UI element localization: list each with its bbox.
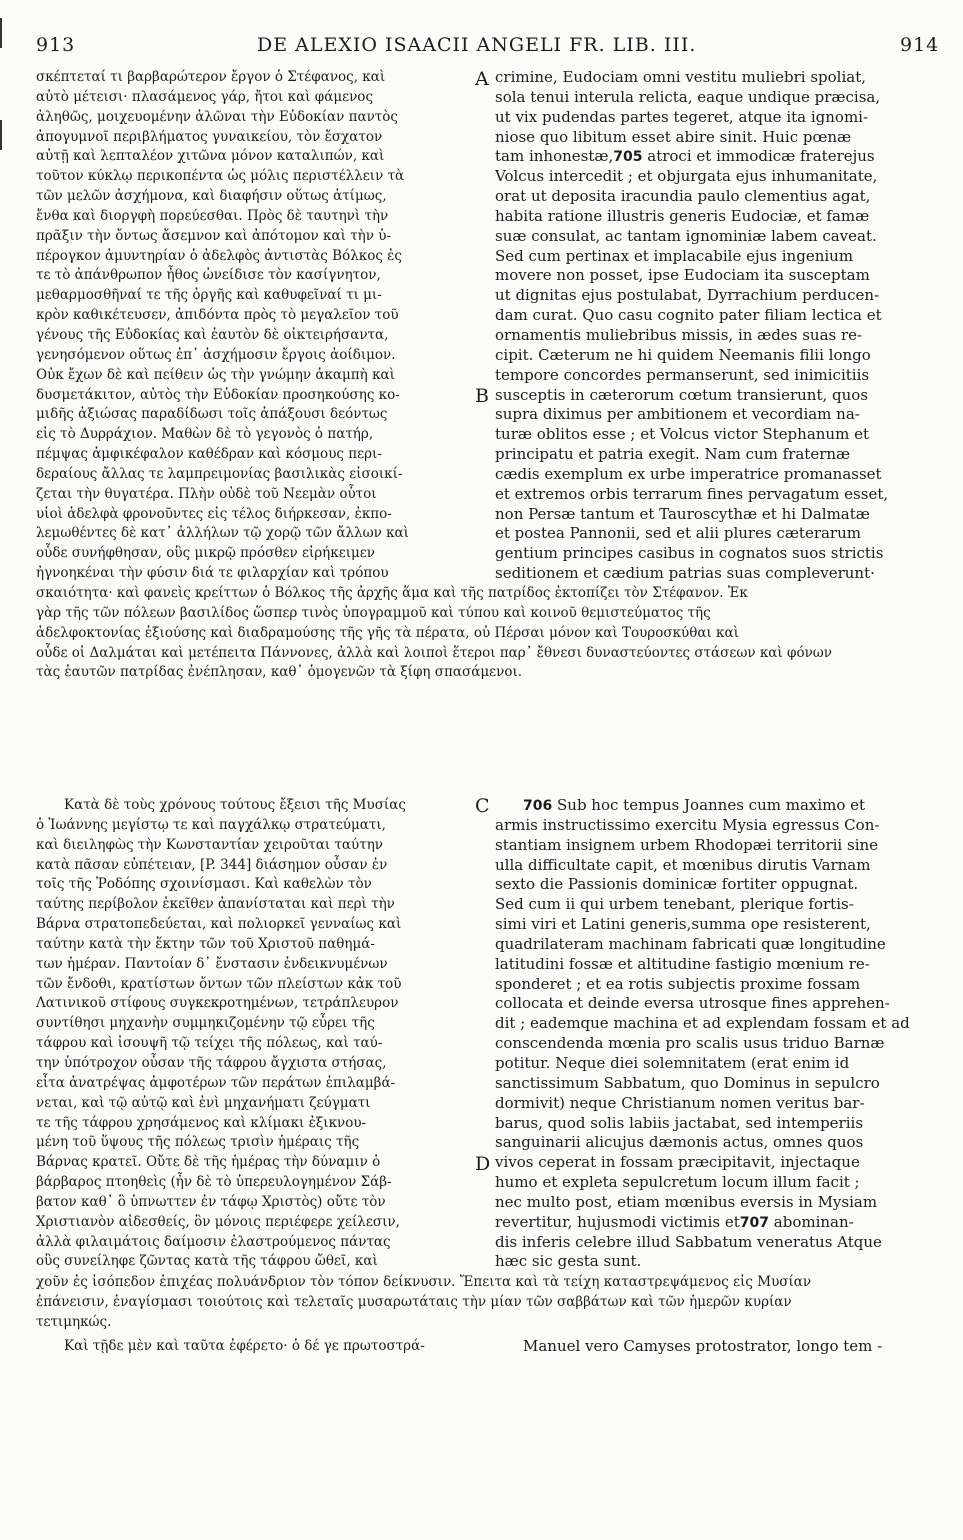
greek-line: τετιμηκώς. [36, 1313, 112, 1330]
latin-last-line [495, 1337, 935, 1357]
latin-line: stantiam insignem urbem Rhodopæi territorii sine [495, 835, 879, 854]
greek-line: τε τῆς τάφρου χρησάμενος καὶ κλίμακι ἐξικνου- [36, 1114, 367, 1131]
latin-line: niose quo libitum esset abire sinit. Huic pœnæ [495, 127, 852, 146]
latin-line: sanctissimum Sabbatum, quo Dominus in sepulcro [495, 1073, 880, 1092]
latin-text: atroci et immodicæ fraterejus [642, 147, 875, 166]
latin-line: non Persæ tantum et Tauroscythæ et hi Dalmatæ [495, 504, 870, 523]
greek-line: την ὑπότροχον οὖσαν τῆς τάφρου ἄγχιστα στήσας, [36, 1054, 387, 1071]
greek-line: τοῦτον κύκλῳ περικοπέντα ὡς μόλις περιστέλλειν τὰ [36, 168, 405, 185]
latin-line: vivos ceperat in fossam præcipitavit, injectaque [495, 1153, 860, 1172]
latin-line: dormivit) neque Christianum nomen veritus bar- [495, 1093, 865, 1112]
latin-line: movere non posset, ipse Eudociam ita susceptam [495, 266, 870, 285]
latin-line: et postea Pannonii, sed et alii plures cæterarum [495, 524, 861, 543]
latin-line: Volcus intercedit ; et objurgata ejus inhumanitate, [495, 167, 878, 186]
greek-line: βατον καθ᾽ ὃ ὑπνωττεν ἐν τάφῳ Χριστὸς) οὔτε τὸν [36, 1193, 386, 1210]
latin-line: principatu et patria exegit. Nam cum fraternæ [495, 445, 851, 464]
greek-column-2 [36, 796, 476, 1272]
greek-line: ἀλλὰ φιλαιμάτοις δαίμοσιν ἐλαστρούμενος πάντας [36, 1233, 391, 1250]
greek-line: Οὐκ ἔχων δὲ καὶ πείθειν ὡς τὴν γνώμην ἀκαμπὴ καὶ [36, 366, 395, 383]
greek-line: μένη τοῦ ὕψους τῆς πόλεως τρισὶν ἡμέραις τῆς [36, 1134, 360, 1151]
greek-line: χοῦν ἐς ἰσόπεδον ἐπιχέας πολυάνδριον τὸν τόπον δείκνυσιν. Ἔπειτα καὶ τὰ τείχη καταστρεψάμενος εἰς Μυσίαν [36, 1274, 812, 1290]
latin-line: collocata et deinde eversa utrosque fines apprehen- [495, 994, 890, 1013]
latin-line: ut dignitas ejus postulabat, Dyrrachium perducen- [495, 286, 880, 305]
latin-text: revertitur, hujusmodi victimis et [495, 1212, 740, 1231]
latin-line: barus, quod solis labiis jactabat, sed intemperiis [495, 1113, 864, 1132]
greek-line: Βάρνας κρατεῖ. Οὔτε δὲ τῆς ἡμέρας τὴν δύναμιν ὁ [36, 1154, 381, 1171]
latin-line: sexto die Passionis dominicæ fortiter oppugnat. [495, 875, 859, 894]
greek-line: των ἡμέραν. Παντοίαν δ᾽ ἔνστασιν ἐνδεικνυμένων [36, 955, 388, 972]
page-number-right: 914 [900, 34, 940, 56]
latin-line: ornamentis muliebribus missis, in ædes suas re- [495, 325, 863, 344]
latin-line: armis instructissimo exercitu Mysia egressus Con- [495, 815, 880, 834]
latin-line [495, 796, 935, 816]
latin-line: cædis exemplum ex urbe imperatrice promanasset [495, 464, 882, 483]
latin-line: simi viri et Latini generis,summa ope resisterent, [495, 915, 871, 934]
greek-line: δεραίους ἄλλας τε λαμπρειμονίας βασιλικὰς εἰσοικί- [36, 465, 403, 482]
latin-line: sola tenui interula relicta, eaque undique præcisa, [495, 87, 881, 106]
greek-line: πέμψας ἀμφικέφαλον καθέδραν καὶ κόσμους περι- [36, 446, 382, 463]
greek-line: τε τὸ ἀπάνθρωπον ἦθος ὠνείδισε τὸν κασίγνητον, [36, 267, 381, 284]
greek-line: τάφρου καὶ ἰσουψῆ τῷ τείχει τῆς πόλεως, καὶ ταύ- [36, 1035, 383, 1052]
greek-line: ἀληθῶς, μοιχευομένην ἁλῶναι τὴν Εὐδοκίαν παντὸς [36, 108, 398, 125]
latin-line: hæc sic gesta sunt. [495, 1252, 642, 1271]
latin-line: sanguinarii alicujus dæmonis actus, omnes quos [495, 1133, 864, 1152]
page-number-left: 913 [36, 34, 76, 56]
latin-line [495, 1213, 935, 1233]
greek-line: τὰς ἑαυτῶν πατρίδας ἐνέπλησαν, καθ᾽ ὁμογενῶν τὰ ξίφη σπασάμενοι. [36, 664, 523, 681]
greek-line: δυσμετάκιτον, αὐτὸς τὴν Εὐδοκίαν προσηκούσης κο- [36, 386, 400, 403]
greek-line: οὗδε οἱ Δαλμάται καὶ μετέπειτα Πάννονες, ἀλλὰ καὶ λοιποὶ ἕτεροι παρ᾽ ἔθνεσι δυναστεύοντες στάσεων καὶ φόνων [36, 644, 832, 661]
greek-line: τῶν μελῶν ἀσχήμονα, καὶ διαφήσιν οὕτως ἀτίμως, [36, 188, 387, 205]
greek-line: ταύτην κατὰ τὴν ἕκτην τῶν τοῦ Χριστοῦ παθημά- [36, 935, 375, 952]
latin-column-1 [495, 68, 935, 584]
greek-line: Λατινικοῦ στίφους συγκεκροτημένων, τετράπλευρον [36, 995, 399, 1012]
greek-line: πέρογκον ἀμυντηρίαν ὁ ἀδελφὸς ἀντιστὰς Βόλκος ἐς [36, 247, 402, 264]
greek-column-1 [36, 68, 476, 584]
latin-line: latitudini fossæ et altitudine fastigio mœnium re- [495, 954, 870, 973]
latin-line: dit ; eademque machina et ad explendam fossam et ad [495, 1014, 910, 1033]
greek-line: ζεται τὴν θυγατέρα. Πλὴν οὐδὲ τοῦ Νεεμὰν οὗτοι [36, 485, 377, 502]
latin-line: ut vix pudendas partes tegeret, atque ita ignomi- [495, 107, 869, 126]
greek-line: Κατὰ δὲ τοὺς χρόνους τούτους ἔξεισι τῆς Μυσίας [64, 797, 406, 813]
latin-line: suæ consulat, ac tantam ignominiæ labem caveat. [495, 226, 877, 245]
latin-line: susceptis in cæterorum cœtum transierunt, quos [495, 385, 869, 404]
greek-line: γὰρ τῆς τῶν πόλεων βασιλίδος ὥσπερ τινὸς ὑπογραμμοῦ καὶ τύπου καὶ κοινοῦ θεμιστεύματος τῆς [36, 604, 711, 621]
greek-line: βάρβαρος πτοηθεὶς (ἦν δὲ τὸ ὑπερευλογημένον Σάβ- [36, 1174, 392, 1191]
greek-line: εἰς τὸ Δυρράχιον. Μαθὼν δὲ τὸ γεγονὸς ὁ πατήρ, [36, 426, 374, 443]
greek-line: συντίθησι μηχανὴν συμμηκιζομένην τῷ εὖρει τῆς [36, 1015, 375, 1032]
section-marker-c: C [475, 795, 490, 817]
greek-line: ἠγνοηκέναι τὴν φύσιν διά τε φιλαρχίαν καὶ τρόπου [36, 565, 389, 582]
latin-line: supra diximus per ambitionem et vecordiam na- [495, 405, 860, 424]
latin-line: cipit. Cæterum ne hi quidem Neemanis filii longo [495, 345, 871, 364]
latin-text: abominan- [769, 1212, 854, 1231]
greek-fullwidth-1 [36, 584, 936, 683]
greek-line: νεται, καὶ τῷ αὐτῷ καὶ ἑνὶ μηχανήματι ζεύγματι [36, 1094, 371, 1111]
greek-line: γένους τῆς Εὐδοκίας καὶ ἑαυτὸν δὲ οἰκτειρήσαντα, [36, 326, 389, 343]
greek-line: μεθαρμοσθῆναί τε τῆς ὀργῆς καὶ καθυφεῖναί τι μι- [36, 287, 382, 304]
greek-line: αὐτῇ καὶ λεπταλέον χιτῶνα μόνον καταλιπών, καὶ [36, 148, 385, 165]
latin-line: gentium principes casibus in cognatos suos strictis [495, 544, 884, 563]
greek-line: τῶν ἔνδοθι, κρατίστων ὄντων τῶν πλείστων κἀκ τοῦ [36, 975, 402, 992]
latin-line: et extremos orbis terrarum fines pervagatum esset, [495, 484, 889, 503]
greek-line: σκαιότητα· καὶ φανεὶς κρείττων ὁ Βόλκος τῆς ἀρχῆς ἅμα καὶ τῆς πατρίδος ἐκτοπίζει τὸν Στέφανον. Ἐκ [36, 585, 748, 601]
greek-line: πρᾶξιν τὴν ὄντως ἄσεμνον καὶ ἀπότομον καὶ τὴν ὑ- [36, 227, 392, 244]
latin-text: tam inhonestæ, [495, 147, 614, 166]
running-title: DE ALEXIO ISAACII ANGELI FR. LIB. III. [257, 34, 697, 56]
greek-line: Καὶ τῇδε μὲν καὶ ταῦτα ἐφέρετο· ὁ δέ γε πρωτοστρά- [64, 1338, 425, 1354]
latin-line: nec multo post, etiam mœnibus eversis in Mysiam [495, 1192, 878, 1211]
latin-line: quadrilateram machinam fabricati quæ longitudine [495, 934, 886, 953]
greek-line: υἱοὶ ἀδελφὰ φρονοῦντες εἰς τέλος διήρκεσαν, ἐκπο- [36, 505, 392, 522]
latin-line: turæ oblitos esse ; et Volcus victor Stephanum et [495, 425, 869, 444]
latin-line: Manuel vero Camyses protostrator, longo tem - [523, 1337, 883, 1355]
greek-line: τοῖς τῆς Ῥοδόπης σχοινίσμασι. Καὶ καθελὼν τὸν [36, 876, 372, 893]
scan-edge-mark [0, 120, 2, 150]
greek-line: οὓς συνείληφε ζῶντας κατὰ τῆς τάφρου ὤθεῖ, καὶ [36, 1253, 378, 1270]
greek-line: λεμωθέντες δὲ κατ᾽ ἀλλήλων τῷ χορῷ τῶν ἄλλων καὶ [36, 525, 409, 542]
greek-line: αὐτὸ μέτεισι· πλασάμενος γάρ, ἤτοι καὶ φάμενος [36, 88, 373, 105]
latin-column-2 [495, 796, 935, 1272]
section-marker-d: D [475, 1153, 491, 1175]
greek-line: εἶτα ἀνατρέψας ἀμφοτέρων τῶν περάτων ἐπιλαμβά- [36, 1074, 396, 1091]
latin-line: humo et expleta sepulcretum locum illum facit ; [495, 1173, 860, 1192]
greek-line: κρὸν καθικέτευσεν, ἀπιδόντα πρὸς τὸ μεγαλεῖον τοῦ [36, 307, 399, 324]
greek-line: ἐπάνεισιν, ἐναγίσμασι τοιούτοις καὶ τελεταῖς μυσαρωτάταις τὴν μίαν τῶν σαββάτων καὶ τῶν ἡμερῶν κυρίαν [36, 1293, 792, 1310]
greek-line: Βάρνα στρατοπεδεύεται, καὶ πολιορκεῖ γενναίως καὶ [36, 916, 402, 933]
latin-line: tempore concordes permanserunt, sed inimicitiis [495, 365, 870, 384]
latin-line [495, 147, 935, 167]
latin-line: Sed cum pertinax et implacabile ejus ingenium [495, 246, 854, 265]
greek-line: ὁ Ἰωάννης μεγίστῳ τε καὶ παγχάλκῳ στρατεύματι, [36, 816, 386, 833]
greek-line: Χριστιανὸν αἰδεσθείς, ὃν μόνοις περιέφερε χείλεσιν, [36, 1213, 400, 1230]
greek-fullwidth-2 [36, 1273, 936, 1333]
running-header [0, 34, 963, 60]
greek-line: μιδῆς ἀξιώσας παραδίδωσι τοῖς ἀπάξουσι δεόντως [36, 406, 388, 423]
latin-text: Sub hoc tempus Joannes cum maximo et [552, 796, 866, 814]
greek-line: ἀπογυμνοῖ περιβλήματος γυναικείου, τὸν ἔσχατον [36, 128, 383, 145]
greek-line: γενησόμενον οὕτως ἐπ᾽ ἀσχήμοσιν ἔργοις ἀοίδιμον. [36, 346, 396, 363]
latin-line: dis inferis celebre illud Sabbatum veneratus Atque [495, 1232, 882, 1251]
latin-line: sponderet ; et ea rotis subjectis proxime fossam [495, 974, 861, 993]
chapter-number: 705 [613, 149, 643, 166]
latin-line: conscendenda mœnia pro scalis usus triduo Barnæ [495, 1034, 885, 1053]
latin-line: dam curat. Quo casu cognito pater filiam lectica et [495, 306, 882, 325]
greek-line: ταύτης περίβολον ἐκεῖθεν ἀπανίσταται καὶ περὶ τὴν [36, 896, 395, 913]
greek-line: οὗδε συνήφθησαν, οὓς μικρῷ πρόσθεν εἰρήκειμεν [36, 545, 375, 562]
latin-line: seditionem et cædium patrias suas compleverunt· [495, 564, 875, 583]
latin-line: ulla difficultate capit, et mœnibus dirutis Varnam [495, 855, 871, 874]
latin-line: potitur. Neque diei solemnitatem (erat enim id [495, 1053, 850, 1072]
chapter-number: 706 [523, 798, 553, 814]
latin-line: Sed cum ii qui urbem tenebant, plerique fortis- [495, 895, 854, 914]
chapter-number: 707 [739, 1214, 770, 1231]
greek-line: καὶ διειληφὼς τὴν Κωνσταντίαν χειροῦται ταύτην [36, 836, 384, 853]
greek-line: κατὰ πᾶσαν εὐπέτειαν, [P. 344] διάσημον οὖσαν ἐν [36, 856, 388, 873]
section-marker-b: B [475, 385, 489, 407]
greek-line: ἀδελφοκτονίας ἐξιούσης καὶ διαδραμούσης τῆς γῆς τὰ πέρατα, οὐ Πέρσαι μόνον καὶ Τουροσκύθαι καὶ [36, 624, 739, 641]
greek-line: σκέπτεταί τι βαρβαρώτερον ἔργον ὁ Στέφανος, καὶ [36, 69, 386, 85]
latin-line: orat ut deposita iracundia paulo clementius agat, [495, 187, 871, 206]
greek-line: ἔνθα καὶ διοργφὴ πορεύεσθαι. Πρὸς δὲ ταυτηνὶ τὴν [36, 207, 389, 224]
section-marker-a: A [475, 68, 489, 90]
latin-line: crimine, Eudociam omni vestitu muliebri spoliat, [495, 68, 867, 86]
latin-line: habita ratione illustris generis Eudociæ, et famæ [495, 206, 870, 225]
greek-last-line [36, 1337, 476, 1357]
